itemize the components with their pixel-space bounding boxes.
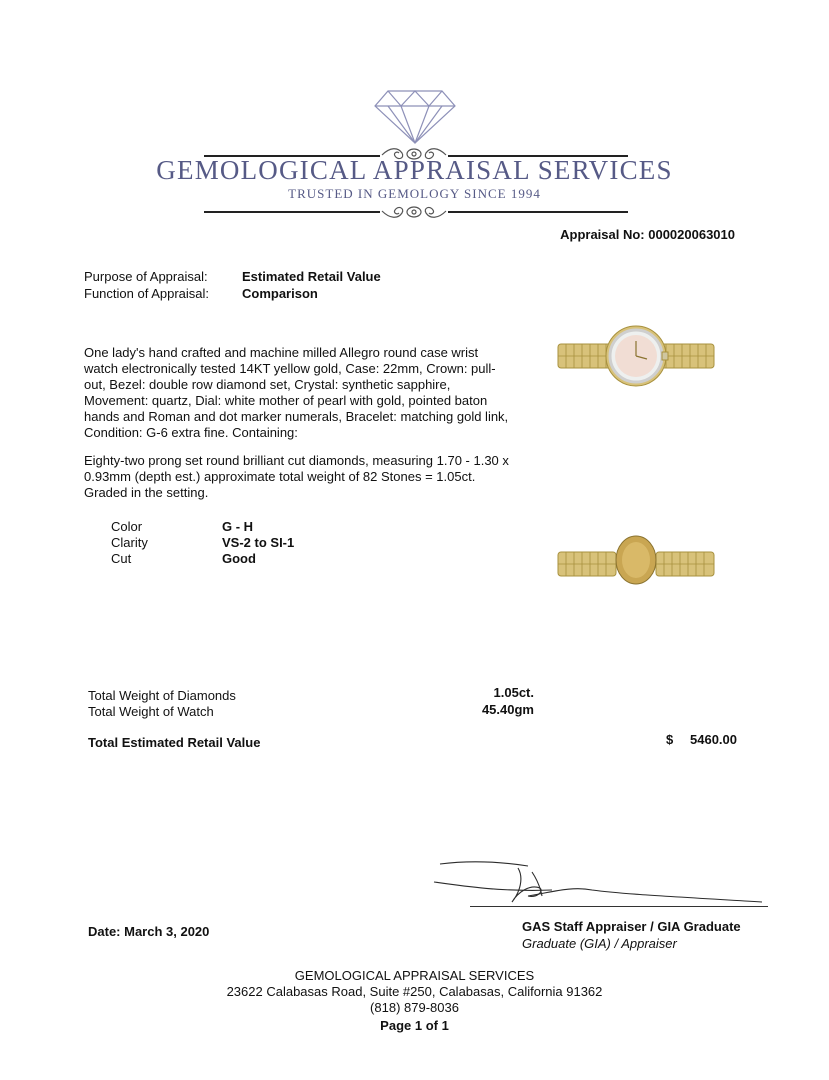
grade-clarity-label: Clarity	[111, 535, 148, 550]
signature-subtitle: Graduate (GIA) / Appraiser	[522, 936, 677, 951]
stones-description: Eighty-two prong set round brilliant cut diamonds, measuring 1.70 - 1.30 x 0.93mm (depth est.) approximate total weight of 82 Stones = 1.05ct. Graded in the setting.	[84, 453, 509, 500]
watch-back-image	[556, 530, 716, 595]
total-diamonds-label: Total Weight of Diamonds	[88, 688, 236, 703]
purpose-label: Purpose of Appraisal:	[84, 269, 208, 284]
item-description: One lady's hand crafted and machine milled Allegro round case wrist watch electronically tested 14KT yellow gold, Case: 22mm, Crown: pull-out, Bezel: double row diamond set, Crystal: synthetic sapphire, Movement: quartz, Dial: white mother of pearl with gold, pointed baton hands and Roman and dot marker numerals, Bracelet: matching gold link, Condition: G-6 extra fine. Containing:	[84, 345, 509, 440]
appraisal-date: Date: March 3, 2020	[88, 924, 210, 939]
footer-page-number: Page 1 of 1	[380, 1018, 449, 1033]
signature-line	[470, 906, 768, 907]
total-retail-value: 5460.00	[690, 732, 737, 747]
footer-address: 23622 Calabasas Road, Suite #250, Calabasas, California 91362	[226, 984, 603, 999]
grade-clarity-value: VS-2 to SI-1	[222, 535, 295, 550]
company-tagline: TRUSTED IN GEMOLOGY SINCE 1994	[288, 186, 541, 201]
function-label: Function of Appraisal:	[84, 286, 210, 301]
header-rule-bottom-left	[204, 211, 380, 213]
grade-color-value: G - H	[222, 519, 254, 534]
company-logo-title: GEMOLOGICAL APPRAISAL SERVICES	[156, 155, 673, 185]
grade-cut-label: Cut	[111, 551, 132, 566]
watch-front-image	[556, 324, 716, 393]
grade-color-label: Color	[111, 519, 143, 534]
currency-symbol: $	[666, 732, 674, 747]
total-watch-value: 45.40gm	[481, 702, 534, 717]
total-retail-label: Total Estimated Retail Value	[88, 735, 261, 750]
total-diamonds-value: 1.05ct.	[493, 685, 534, 700]
total-watch-label: Total Weight of Watch	[88, 704, 214, 719]
appraisal-number: Appraisal No: 000020063010	[560, 227, 735, 242]
scroll-ornament-bottom-icon	[380, 201, 448, 228]
footer-company: GEMOLOGICAL APPRAISAL SERVICES	[294, 968, 535, 983]
grade-cut-value: Good	[222, 551, 256, 566]
diamond-logo-icon	[374, 90, 456, 149]
function-value: Comparison	[242, 286, 318, 301]
signature-graphic	[432, 852, 772, 917]
purpose-value: Estimated Retail Value	[242, 269, 381, 284]
header-rule-bottom-right	[448, 211, 628, 213]
footer-phone: (818) 879-8036	[370, 1000, 459, 1015]
signature-title: GAS Staff Appraiser / GIA Graduate	[522, 919, 741, 934]
